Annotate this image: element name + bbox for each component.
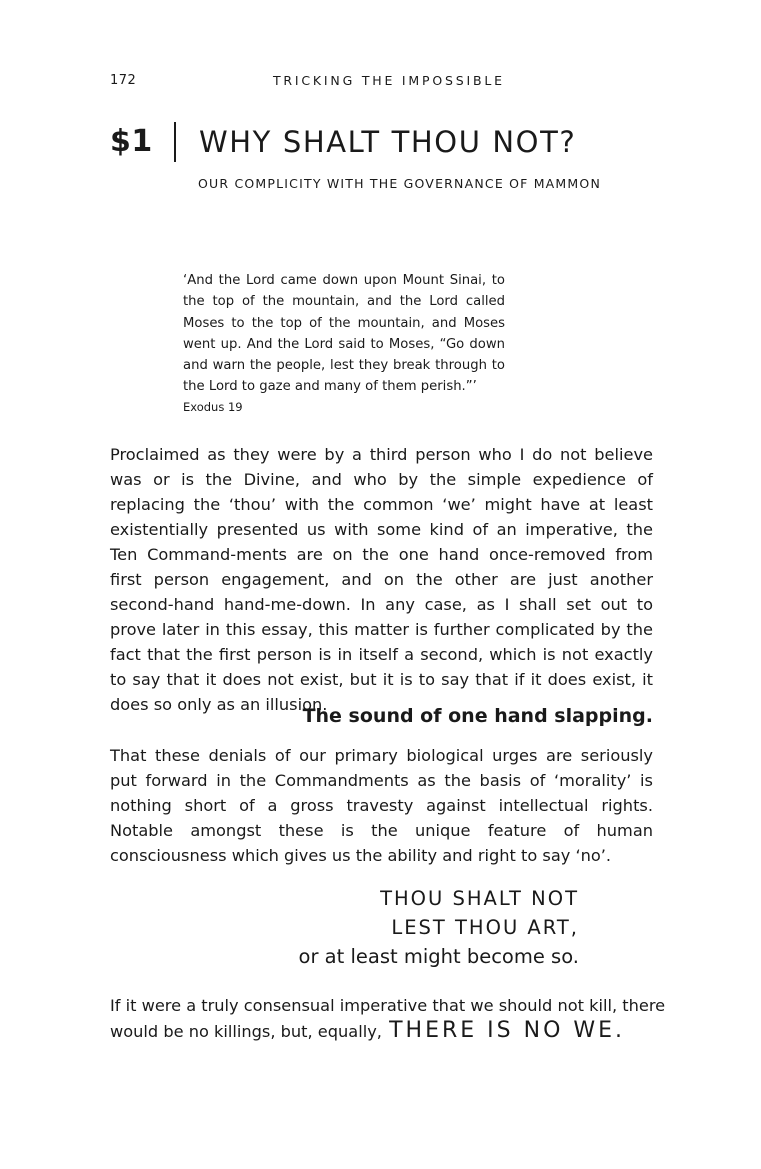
chapter-number: $1 xyxy=(110,124,153,159)
pull-quote: The sound of one hand slapping. xyxy=(302,705,653,727)
closing-line-2-text: would be no killings, but, equally, xyxy=(110,1022,382,1041)
verse-line-2: LEST THOU ART, xyxy=(391,916,579,939)
closing-line-1: If it were a truly consensual imperative that we should not kill, there xyxy=(110,996,666,1015)
body-paragraph-2: That these denials of our primary biological urges are seriously put forward in the Commandments as the basis of ‘morality’ is nothing short of a gross travesty against intellectual rights. Notable amongst these is the unique feature of human consciousness which gives us the ability and right to say ‘no’. xyxy=(110,746,653,865)
commandment-verse xyxy=(299,884,579,972)
chapter-subtitle: OUR COMPLICITY WITH THE GOVERNANCE OF MAMMON xyxy=(198,176,601,191)
chapter-title: WHY SHALT THOU NOT? xyxy=(199,125,577,159)
closing-paragraph xyxy=(110,993,670,1044)
epigraph-quote: ‘And the Lord came down upon Mount Sinai, to the top of the mountain, and the Lord called Moses to the top of the mountain, and Moses went up. And the Lord said to Moses, “Go down and warn the people, lest they break through to the Lord to gaze and many of them perish.”’ xyxy=(183,273,505,395)
closing-line-2 xyxy=(110,1018,670,1044)
chapter-divider xyxy=(174,122,176,162)
closing-emphasis: THERE IS NO WE. xyxy=(389,1018,626,1043)
chapter-heading xyxy=(110,120,670,180)
running-head xyxy=(110,73,655,93)
verse-line-1: THOU SHALT NOT xyxy=(380,887,579,910)
epigraph-source: Exodus 19 xyxy=(183,399,243,414)
page-number: 172 xyxy=(110,73,137,88)
verse-line-3: or at least might become so. xyxy=(298,945,579,968)
epigraph xyxy=(183,270,505,414)
running-title: TRICKING THE IMPOSSIBLE xyxy=(273,73,505,88)
body-paragraph-1: Proclaimed as they were by a third person who I do not believe was or is the Divine, and who by the simple expedience of replacing the ‘thou’ with the common ‘we’ might have at least existentially presented us with some kind of an imperative, the Ten Command-ments are on the one hand once-removed from first person engagement, and on the other are just another second-hand hand-me-down. In any case, as I shall set out to prove later in this essay, this matter is further complicated by the fact that the first person is in itself a second, which is not exactly to say that it does not exist, but it is to say that if it does exist, it does so only as an illusion. xyxy=(110,445,653,714)
